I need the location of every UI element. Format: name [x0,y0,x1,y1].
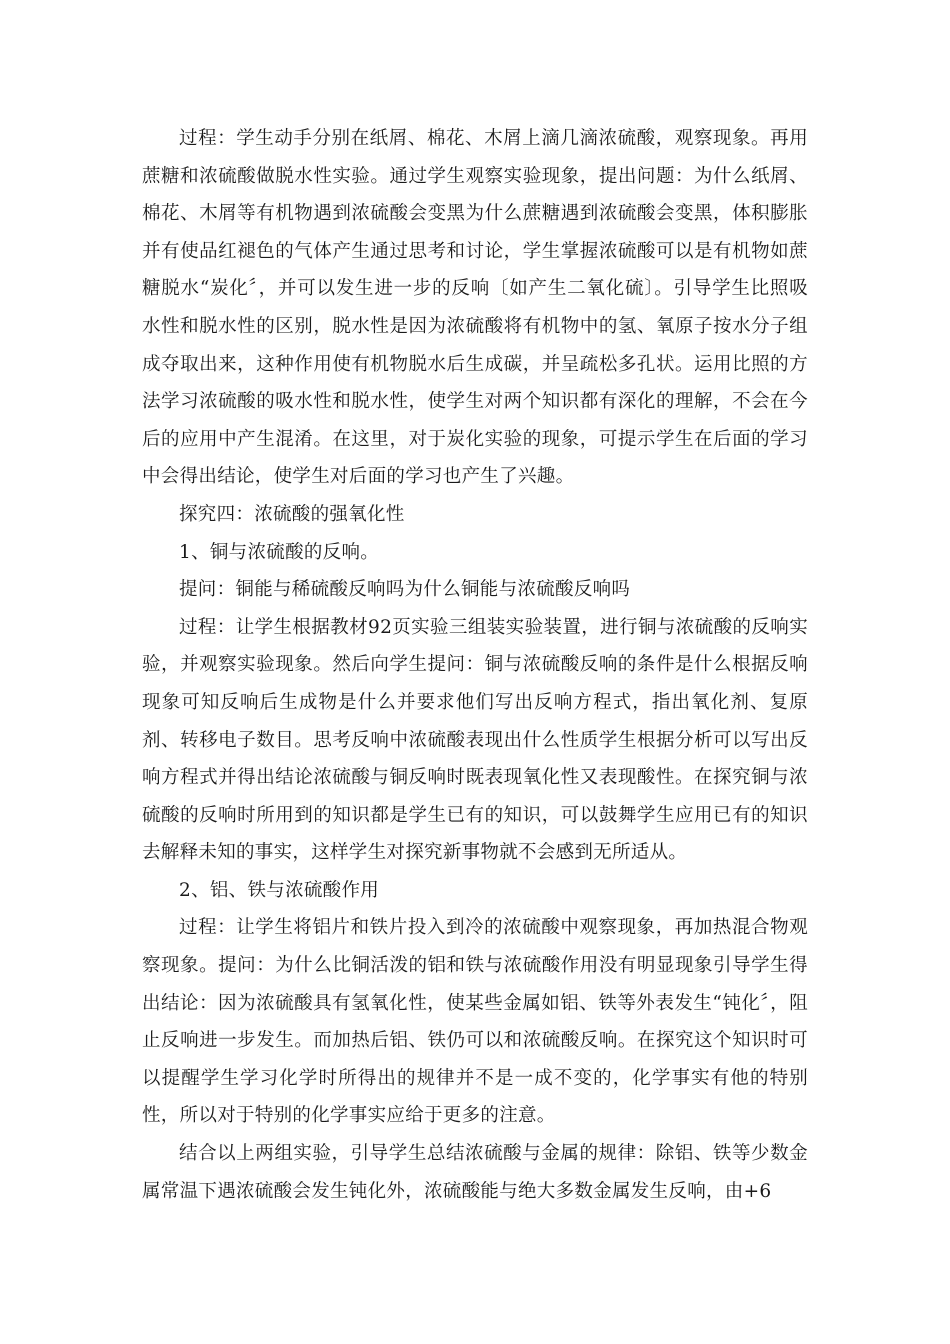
paragraph-summary: 结合以上两组实验，引导学生总结浓硫酸与金属的规律：除铝、铁等少数金属常温下遇浓硫酸会发生钝化外，浓硫酸能与绝大多数金属发生反响，由+6 [142,1143,808,1202]
document-body [142,120,808,1210]
subheading-aluminum-iron: 2、铝、铁与浓硫酸作用 [179,879,380,901]
heading-inquiry-four: 探究四：浓硫酸的强氧化性 [179,503,405,525]
paragraph-dehydration-process: 过程：学生动手分别在纸屑、棉花、木屑上滴几滴浓硫酸，观察现象。再用蔗糖和浓硫酸做脱水性实验。通过学生观察实验现象，提出问题：为什么纸屑、棉花、木屑等有机物遇到浓硫酸会变黑为什么蔗糖遇到浓硫酸会变黑，体积膨胀并有使品红褪色的气体产生通过思考和讨论，学生掌握浓硫酸可以是有机物如蔗糖脱水“炭化〞，并可以发生进一步的反响〔如产生二氧化硫〕。引导学生比照吸水性和脱水性的区别，脱水性是因为浓硫酸将有机物中的氢、氧原子按水分子组成夺取出来，这种作用使有机物脱水后生成碳，并呈疏松多孔状。运用比照的方法学习浓硫酸的吸水性和脱水性，使学生对两个知识都有深化的理解，不会在今后的应用中产生混淆。在这里，对于炭化实验的现象，可提示学生在后面的学习中会得出结论，使学生对后面的学习也产生了兴趣。 [142,128,808,488]
paragraph-copper-process: 过程：让学生根据教材92页实验三组装实验装置，进行铜与浓硫酸的反响实验，并观察实验现象。然后向学生提问：铜与浓硫酸反响的条件是什么根据反响现象可知反响后生成物是什么并要求他们写出反响方程式，指出氧化剂、复原剂、转移电子数目。思考反响中浓硫酸表现出什么性质学生根据分析可以写出反响方程式并得出结论浓硫酸与铜反响时既表现氧化性又表现酸性。在探究铜与浓硫酸的反响时所用到的知识都是学生已有的知识，可以鼓舞学生应用已有的知识去解释未知的事实，这样学生对探究新事物就不会感到无所适从。 [142,616,808,864]
paragraph-passivation-process: 过程：让学生将铝片和铁片投入到冷的浓硫酸中观察现象，再加热混合物观察现象。提问：为什么比铜活泼的铝和铁与浓硫酸作用没有明显现象引导学生得出结论：因为浓硫酸具有氢氧化性，使某些金属如铝、铁等外表发生“钝化〞，阻止反响进一步发生。而加热后铝、铁仍可以和浓硫酸反响。在探究这个知识时可以提醒学生学习化学时所得出的规律并不是一成不变的，化学事实有他的特别性，所以对于特别的化学事实应给于更多的注意。 [142,917,808,1127]
paragraph-copper-question: 提问：铜能与稀硫酸反响吗为什么铜能与浓硫酸反响吗 [179,579,631,601]
subheading-copper-reaction: 1、铜与浓硫酸的反响。 [179,541,380,563]
